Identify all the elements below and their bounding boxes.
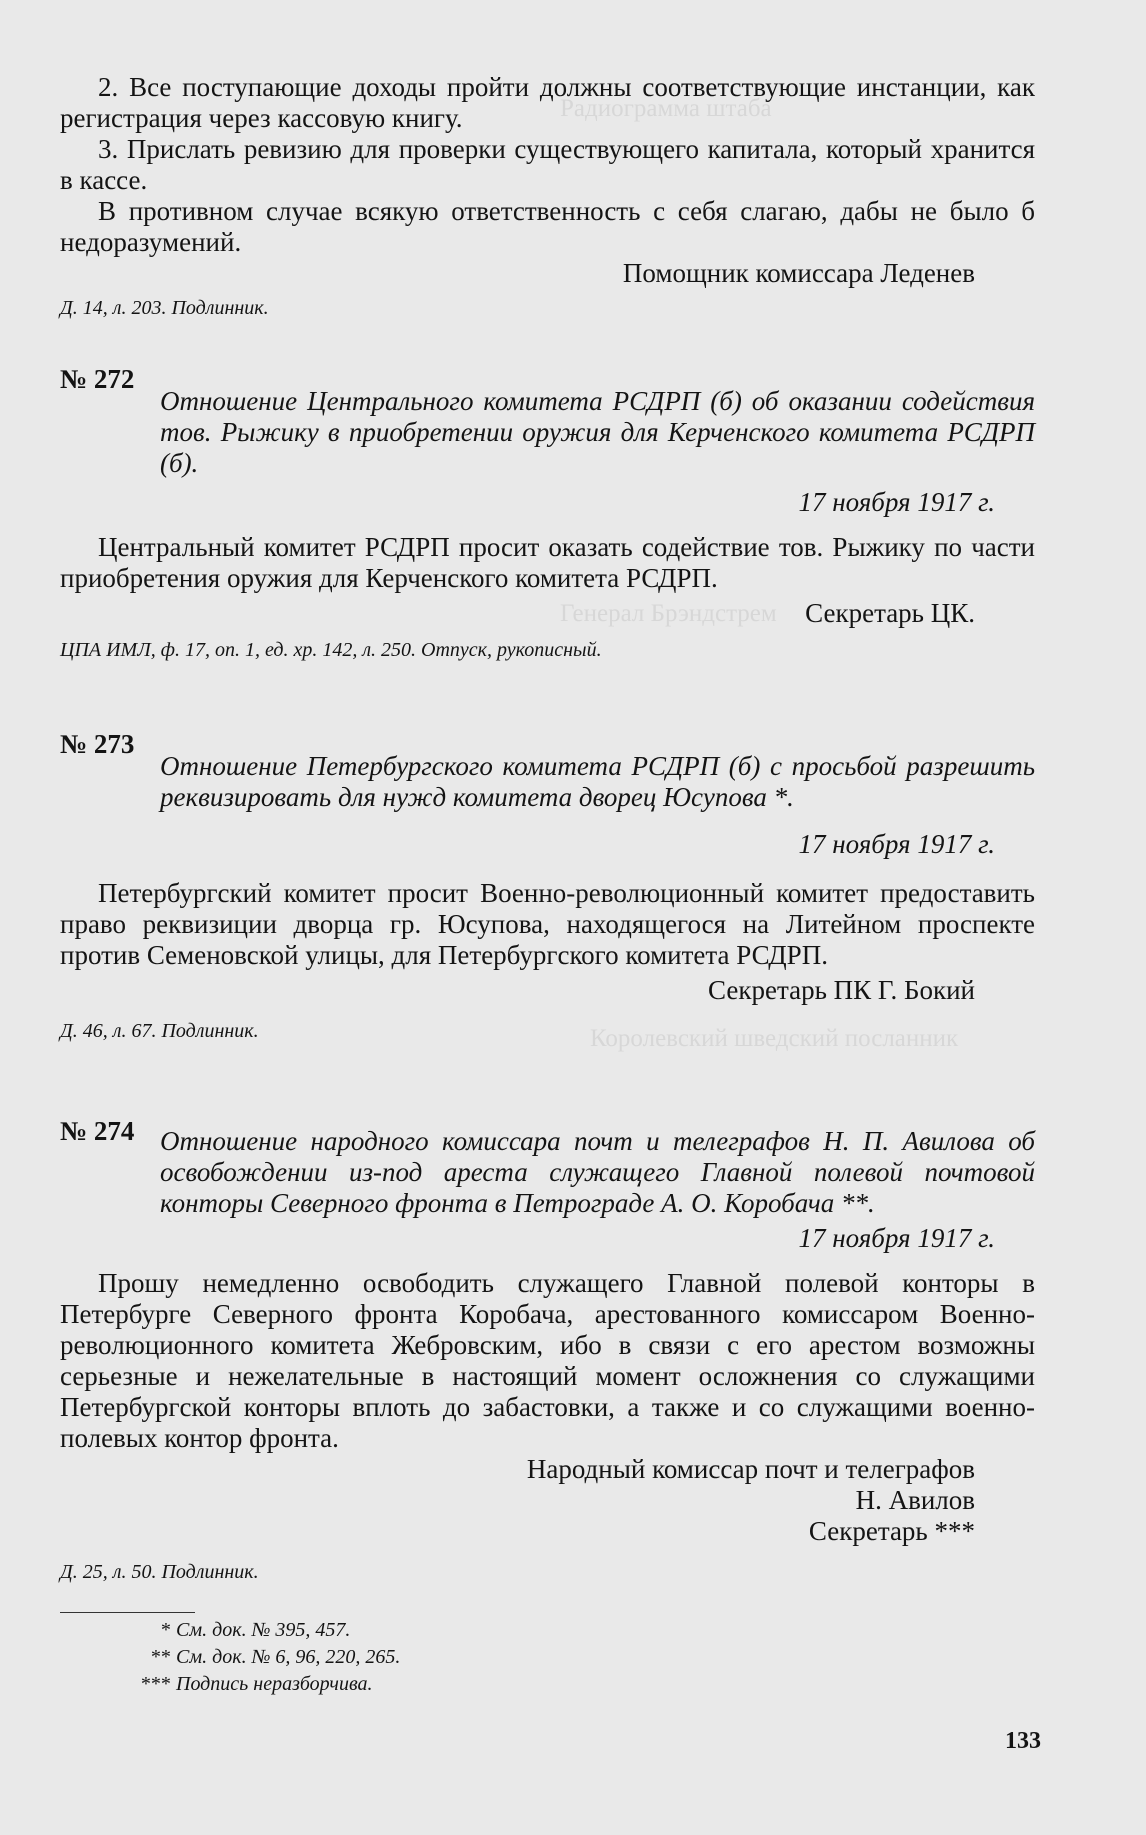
footnotes bbox=[60, 1612, 1035, 1698]
footnote-mark: *** bbox=[140, 1673, 170, 1695]
paragraph: 2. Все поступающие доходы пройти должны соответствующие инстанции, как регистрация через кассовую книгу. bbox=[60, 72, 1035, 133]
document-number: № 272 bbox=[60, 364, 135, 394]
document-body: Петербургский комитет просит Военно-революционный комитет предоставить право реквизиции дворца гр. Юсупова, находящегося на Литейном проспекте против Семеновской улицы, для Петербургского комитета РСДРП. bbox=[60, 878, 1035, 970]
page-number: 133 bbox=[1005, 1728, 1041, 1754]
signature: Помощник комиссара Леденев bbox=[622, 258, 975, 288]
footnote-rule bbox=[60, 1612, 195, 1613]
archive-source: Д. 14, л. 203. Подлинник. bbox=[60, 297, 269, 319]
document-body: Прошу немедленно освободить служащего Главной полевой конторы в Петербурге Северного фронта Коробача, арестованного комиссаром Военно-революционного комитета Жебровским, ибо в связи с его арестом возможны серьезные и нежелательные в настоящий момент осложнения со служащими Петербургской конторы вплоть до забастовки, а также и со служащими военно-полевых контор фронта. bbox=[60, 1268, 1035, 1453]
archive-source: Д. 25, л. 50. Подлинник. bbox=[60, 1561, 259, 1583]
document-date: 17 ноября 1917 г. bbox=[798, 829, 995, 859]
document-date: 17 ноября 1917 г. bbox=[798, 1223, 995, 1253]
document-number: № 273 bbox=[60, 729, 135, 759]
document-body: Центральный комитет РСДРП просит оказать содействие тов. Рыжику по части приобретения оружия для Керченского комитета РСДРП. bbox=[60, 532, 1035, 593]
signature-line: Народный комиссар почт и телеграфов bbox=[526, 1454, 975, 1484]
signature-line: Секретарь *** bbox=[808, 1516, 975, 1546]
footnote-mark: * bbox=[160, 1619, 170, 1641]
document-272 bbox=[60, 360, 1035, 663]
footnote-text: См. док. № 6, 96, 220, 265. bbox=[176, 1646, 401, 1668]
footnote bbox=[60, 1617, 1035, 1644]
footnote-text: См. док. № 395, 457. bbox=[176, 1619, 351, 1641]
reverse-side-bleed: Королевский шведский посланник bbox=[590, 1025, 959, 1052]
archive-source: Д. 46, л. 67. Подлинник. bbox=[60, 1020, 259, 1042]
document-title: Отношение Центрального комитета РСДРП (б) об оказании содействия тов. Рыжику в приобретении оружия для Керченского комитета РСДРП (б). bbox=[160, 386, 1035, 478]
paragraph: 3. Прислать ревизию для проверки существующего капитала, который хранится в кассе. bbox=[60, 134, 1035, 195]
document-title: Отношение Петербургского комитета РСДРП (б) с просьбой разрешить реквизировать для нужд комитета дворец Юсупова *. bbox=[160, 751, 1035, 812]
document-number: № 274 bbox=[60, 1116, 135, 1146]
document-title: Отношение народного комиссара почт и телеграфов Н. П. Авилова об освобождении из-под ареста служащего Главной полевой почтовой конторы Северного фронта в Петрограде А. О. Коробача **. bbox=[160, 1126, 1035, 1218]
reverse-side-bleed: Радиограмма штаба bbox=[560, 95, 772, 122]
signature-line: Н. Авилов bbox=[855, 1485, 975, 1515]
signature: Секретарь ПК Г. Бокий bbox=[708, 975, 975, 1005]
document-date: 17 ноября 1917 г. bbox=[798, 487, 995, 517]
previous-document-ending bbox=[60, 72, 1035, 321]
footnote-text: Подпись неразборчива. bbox=[176, 1673, 373, 1695]
archive-source: ЦПА ИМЛ, ф. 17, оп. 1, ед. хр. 142, л. 250. Отпуск, рукописный. bbox=[60, 639, 602, 661]
document-273 bbox=[60, 725, 1035, 1044]
footnote bbox=[60, 1671, 1035, 1698]
document-274 bbox=[60, 1112, 1035, 1585]
paragraph: В противном случае всякую ответственность с себя слагаю, дабы не было б недоразумений. bbox=[60, 196, 1035, 257]
footnote-mark: ** bbox=[150, 1646, 170, 1668]
footnote bbox=[60, 1644, 1035, 1671]
signature: Секретарь ЦК. bbox=[805, 598, 975, 628]
reverse-side-bleed: Генерал Брэндстрем bbox=[560, 600, 777, 627]
